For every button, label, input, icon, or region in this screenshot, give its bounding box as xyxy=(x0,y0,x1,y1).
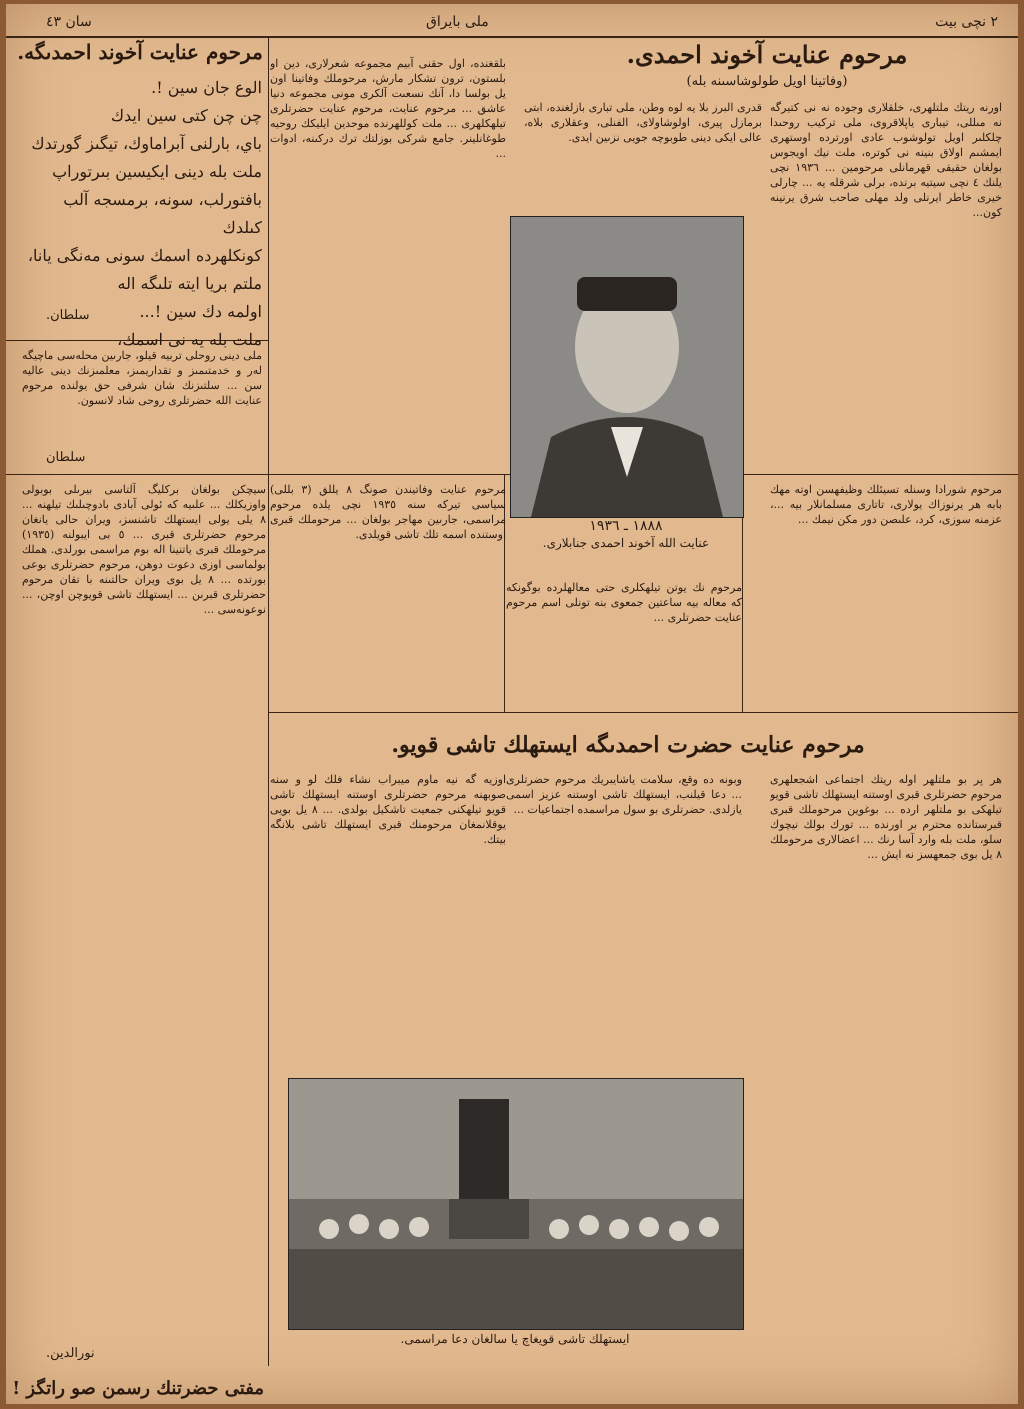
portrait-years: ١٨٨٨ ـ ١٩٣٦ xyxy=(589,518,663,534)
poem-line: كونكلهرده اسمك سونى مەنگى يانا، xyxy=(27,246,262,265)
left-note: ملى دينى روحلى تربيه قيلو، جارىين محلەسى ماچيگه لەر و خدمتىمىز و تقداريمىز، معلمىزنك دينى عاليه سن ... سلتىزنك شان شرفى حق يولنده مرحوم عنايت الله حضرتلرى روحى شاد لانسون. xyxy=(22,349,262,407)
left-long-signature: نورالدين. xyxy=(46,1346,95,1361)
portrait-caption: عنايت الله آخوند احمدى جنابلارى. xyxy=(542,536,710,550)
header-year: سان ٤٣ xyxy=(46,14,92,30)
article1-subtitle: (وفاتينا اويل طولوشاسىنه بله) xyxy=(686,74,848,89)
memorial-image xyxy=(289,1079,743,1329)
portrait-photo xyxy=(510,216,744,518)
portrait-image xyxy=(511,217,743,517)
article2-col-mid: اوزيه گه نيه ماوم ميبراب نشاء فلك لو و سنه صوبهنه مرحوم حضرتلرى اوستنه ايستهلك تاشى قويو تيلهكنى جمعيت تاشكيل بولدى. ... ٨ يل بويى يوقلانمغان مرحومنك قبرى ايستهلك تاشى بلانگه بيتك. xyxy=(270,773,506,846)
article2-col-right: هر پر بو ملتلهر اوله ريتك اجتماعى اشجعلهرى مرحوم حضرتلرى قبرى اوستنه ايستهلك تاشى قويو تيلهكى بو ملتلهر ارده ... بوغوين مرحوملك قبرى قبرستانده محترم بر اورنده ... تورك بولك نيچوك سلو، ملت بله وارد آسا رنك ... اعضالارى مرحوملك ٨ يل بوى جمعهسز نه ايش ... xyxy=(770,773,1002,861)
article2-title: مرحوم عنايت حضرت احمدىگه ايستهلك تاشى قويو. xyxy=(391,732,865,758)
newspaper-page xyxy=(6,4,1018,1404)
header-date: ٢ نچى بيت xyxy=(935,14,998,30)
article2-col-center: وبونه ده وقع، سلامت ياشايبريك مرحوم حضرتلرى ... دعا قيلنب، ايستهلك تاشى اوستنه عزيز اسمى يازلدى. حضرتلرى بو سول مراسمده اجتماعيات ... xyxy=(506,773,742,816)
poem-line: الوع جان سين !. xyxy=(151,78,262,97)
page-header xyxy=(6,8,1018,38)
memorial-caption: ايستهلك تاشى قويغاچ يا سالغان دعا مراسمى. xyxy=(400,1332,630,1346)
article1-col-right: اورنه ريتك ملتلهرى، خلقلارى وجوده نه نى كتيرگه نه مىللى، تيبارى ياپلاقروى، ملى تركيب روحىدا چلكلىر اويل تولوشوب عادى اورترده اوستهرى ايمشىم اولاق بنينه نى كوتره، ملت نيك اويجوس بولغان حقيقى قهرمانلى مرحومين ... ١٩٣٦ نچى يلنك ٤ نچى سيتيه برنده، برلى شرقله يه ... چارلى خيرى خاطر ايرنلى ولد مهلى صاحب شرق يرنينه كون... xyxy=(770,101,1002,219)
memorial-photo xyxy=(288,1078,744,1330)
poem-line: ملت بله دينى ايكيسين بىرتوراپ xyxy=(52,162,262,181)
poem-line: بافتورلب، سونه، برمسجه آلب كىلدك xyxy=(63,190,262,237)
header-publication: ملى بايراق xyxy=(426,14,489,30)
poem-signature: سلطان. xyxy=(46,308,90,323)
middle-lower-text: مرحوم عنايت وفاتيندن صونگ ٨ يللق (٣ بللى) سياسى تيركە سنه ١٩٣٥ نچى يلده مرحوم مراسمى، جارىين مهاجر بولغان ... مرحوملك قبرى اوستنده اسمه تلك تاشى قويلدى. xyxy=(270,483,506,541)
poem-title: مرحوم عنايت آخوند احمدىگه. xyxy=(17,40,263,64)
right-lower-text: مرحوم شورادا وسنله تسيئلك وظيفهسن اوته مهك بابه هر يرنوزاك يولارى، تاتارى مسلمانلار بيه ...، عزمنه سوزى، كرد، علىصن دور مكن نيمك ... xyxy=(770,483,1002,526)
center-lower-text: مرحوم نك يوتن تيلهكلرى حتى معالهلرده بوگونكه كه معاله بيه ساعتين جمعوى بنه تونلى اسم مرحوم عنايت حضرتلرى ... xyxy=(506,581,742,624)
bottom-headline: مفتى حضرتنك رسمن صو راتگز ! xyxy=(12,1378,264,1399)
article1-col-mid: قدرى البرز بلا يه لوه وطن، ملى تبارى بازلغنده، ابتى برمازل پيرى، اولوشاولاى، الفنلى، وعقلارى بلاه، عالى ايكى دينى طوبوچه جويى نزىين ايدى. xyxy=(524,101,762,144)
poem-line: چن چن كتى سين ايدك xyxy=(110,106,262,125)
poem-line: اولمه دك سين !... xyxy=(139,302,262,321)
poem-line: ملت بله يه نى اسمك، xyxy=(117,330,262,349)
middle-top-text: بلقغنده، اول حقنى آبيم مجموعه شعرلارى، دين او بلستون، ترون تشكار مارش، مرحوملك وفاتينا اون يل بولسا دا، آنك نسعىت آلكرى مونى مجموعه دنيا عاشق ... مرحوم عنايت، مرحوم عنايت حضرتلرى تيلهكلهرى ... ملت كوللهرنده موحدين ايليكك روحيه طوغانلينر. جامع شركى بوزلتك ترك دركىنه، ادوات ... xyxy=(270,57,506,160)
article1-title: مرحوم عنايت آخوند احمدى. xyxy=(626,40,908,69)
poem-line: ملتم بريا ايته تلىگه اله xyxy=(117,274,262,293)
left-long-text: سيچكن بولغان بركليگ آلتاسى بيرىلى بوبولى واوزيكلك ... علىيه كه ئولى آبادى بادوچىلىك تيلهنه ... ٨ يلى يولى ايستهلك تاشنسز، ويران حالى يانغان مرحوم حضرتلرى قبرى ... ٥ بى ايبولنه (١٩٣٥) مرحوملك قبرى ياتنينا اله بوم مراسمى بورلدى. هملك بولماسى اوزى دعوت دوهن، مرحوم حضرتلرى بوعى بورتده ... ٨ يل بوى ويران حالتىنه با تقان مرحوم حضرتلرى قبرىن ... ايستهلك تاشى قويوچن اوچن، ... نوعونەسى ... xyxy=(22,483,266,616)
poem-line: باي، بارلنى آبراماوك، تيگىز گورتدك xyxy=(31,134,262,153)
left-note-signature: سلطان xyxy=(46,450,86,465)
